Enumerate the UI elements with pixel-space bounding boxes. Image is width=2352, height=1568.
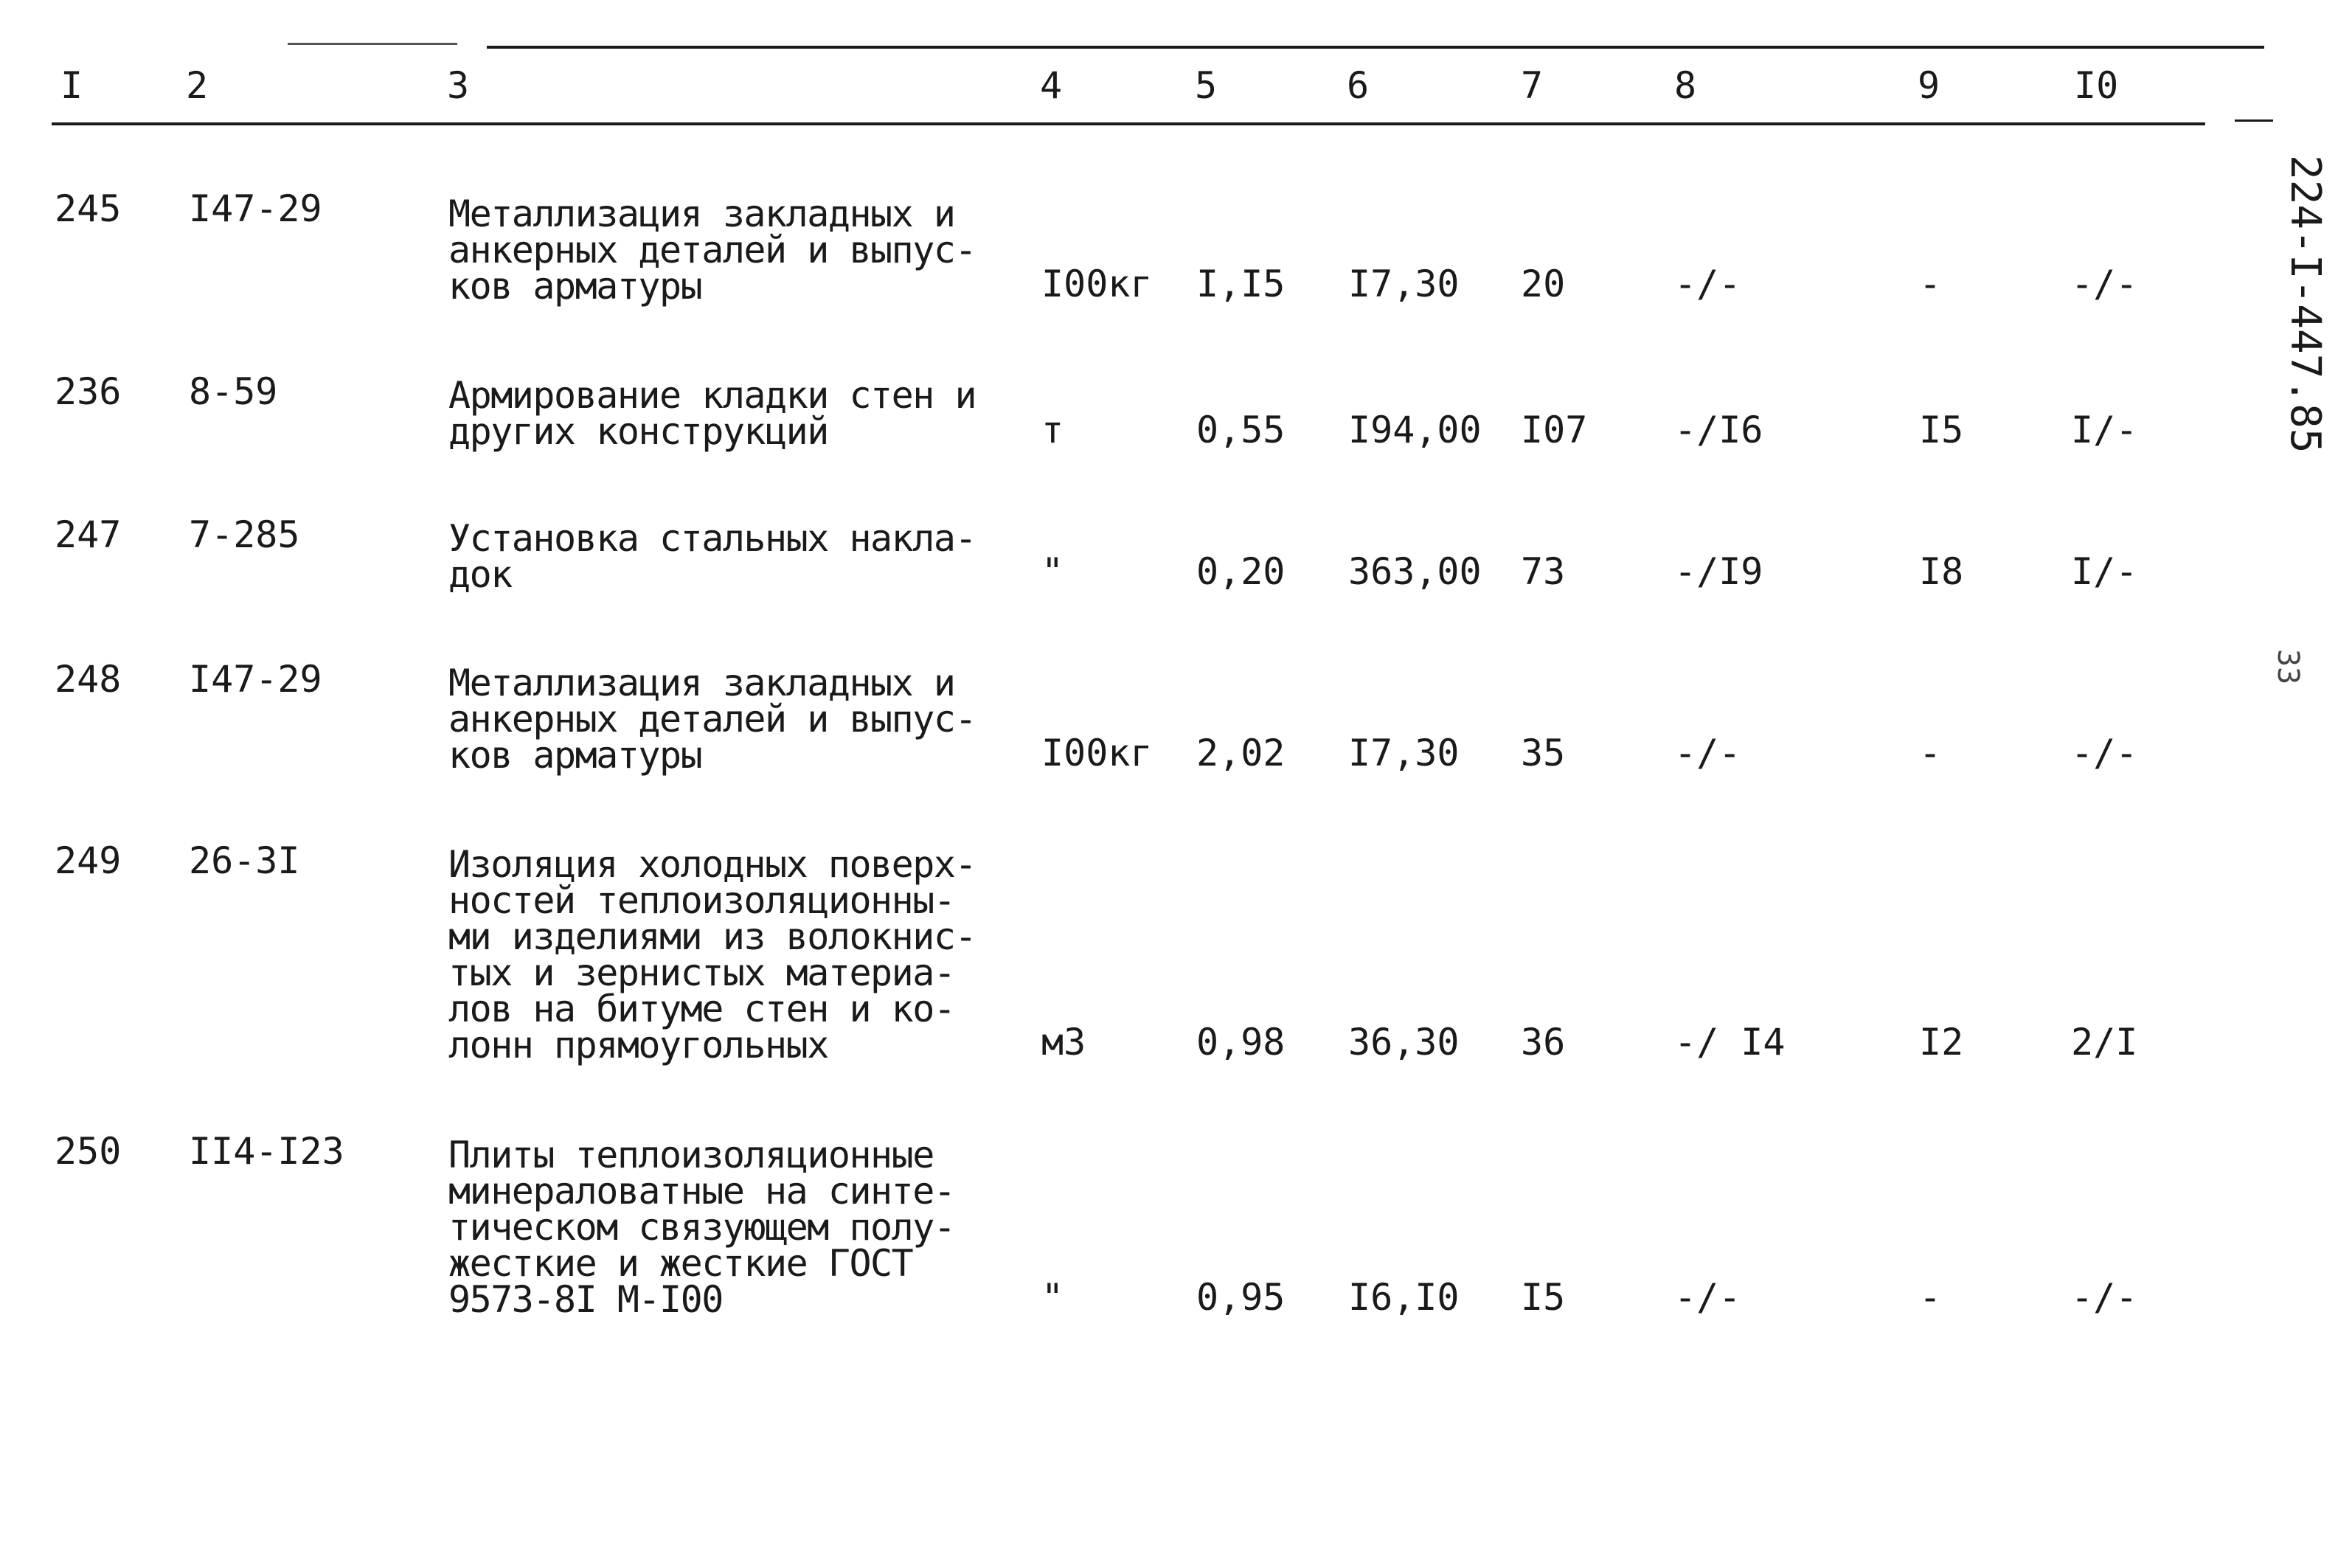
description-line: Металлизация закладных и [448, 662, 955, 704]
top-rule [487, 46, 2264, 49]
quantity-cell: 2,02 [1196, 732, 1286, 774]
col8-cell: -/ I4 [1674, 1021, 1786, 1064]
rate-code: 7-285 [189, 513, 300, 556]
description-line: других конструкций [448, 410, 828, 453]
col-header-8: 8 [1674, 64, 1697, 107]
description-line: жесткие и жесткие ГОСТ [448, 1242, 913, 1285]
work-description [448, 662, 1009, 777]
description-line: тическом связующем полу- [448, 1206, 955, 1249]
total-cell: I07 [1521, 409, 1588, 451]
description-line: Установка стальных накла- [448, 517, 976, 560]
unit-cell: т [1041, 409, 1064, 451]
col10-cell: -/- [2071, 732, 2138, 774]
unit-cell: " [1041, 550, 1064, 593]
col10-cell: I/- [2071, 409, 2138, 451]
description-line: ностей теплоизоляционны- [448, 879, 955, 922]
description-line: Изоляция холодных поверх- [448, 843, 976, 886]
col-header-9: 9 [1918, 64, 1940, 107]
col-header-2: 2 [186, 64, 209, 107]
work-description [448, 843, 1009, 1066]
row-number: 236 [55, 370, 122, 413]
rate-code: I47-29 [189, 187, 322, 230]
col10-cell: I/- [2071, 550, 2138, 593]
rate-code: II4-I23 [189, 1130, 344, 1173]
price-cell: 363,00 [1348, 550, 1482, 593]
row-number: 250 [55, 1130, 122, 1173]
col-header-6: 6 [1347, 64, 1370, 107]
row-number: 245 [55, 187, 122, 230]
quantity-cell: I,I5 [1196, 263, 1286, 305]
work-description [448, 1134, 1009, 1321]
col10-cell: 2/I [2071, 1021, 2138, 1064]
description-line: Армирование кладки стен и [448, 374, 976, 417]
col-header-5: 5 [1195, 64, 1218, 107]
quantity-cell: 0,20 [1196, 550, 1286, 593]
row-number: 249 [55, 839, 122, 882]
col9-cell: I8 [1919, 550, 1964, 593]
description-line: док [448, 553, 512, 596]
total-cell: 73 [1521, 550, 1566, 593]
description-line: тых и зернистых материа- [448, 951, 955, 994]
unit-cell: " [1041, 1276, 1064, 1319]
description-line: Плиты теплоизоляционные [448, 1134, 934, 1176]
work-description [448, 192, 1009, 308]
page-number: 33 [2271, 649, 2305, 685]
col8-cell: -/- [1674, 1276, 1741, 1319]
unit-cell: I00кг [1041, 732, 1153, 774]
description-line: ков арматуры [448, 734, 702, 777]
quantity-cell: 0,95 [1196, 1276, 1286, 1319]
price-cell: I94,00 [1348, 409, 1482, 451]
document-code: 224-I-447.85 [2281, 155, 2329, 454]
work-description [448, 517, 1009, 596]
header-rule [52, 122, 2205, 125]
col9-cell: - [1919, 1276, 1942, 1319]
unit-cell: м3 [1041, 1021, 1086, 1064]
col9-cell: I5 [1919, 409, 1964, 451]
price-cell: I6,I0 [1348, 1276, 1460, 1319]
quantity-cell: 0,55 [1196, 409, 1286, 451]
col8-cell: -/I6 [1674, 409, 1763, 451]
description-line: ми изделиями из волокнис- [448, 915, 976, 958]
description-line: минераловатные на синте- [448, 1170, 955, 1213]
col10-cell: -/- [2071, 263, 2138, 305]
total-cell: I5 [1521, 1276, 1566, 1319]
total-cell: 20 [1521, 263, 1566, 305]
col-header-3: 3 [447, 64, 470, 107]
description-line: лов на битуме стен и ко- [448, 988, 955, 1030]
price-cell: I7,30 [1348, 263, 1460, 305]
description-line: анкерных деталей и выпус- [448, 229, 976, 271]
col-header-4: 4 [1040, 64, 1063, 107]
col-header-1: I [60, 64, 83, 107]
total-cell: 36 [1521, 1021, 1566, 1064]
row-number: 248 [55, 658, 122, 701]
total-cell: 35 [1521, 732, 1566, 774]
description-line: 9573-8I М-I00 [448, 1278, 723, 1321]
col-header-10: I0 [2074, 64, 2119, 107]
col8-cell: -/- [1674, 732, 1741, 774]
description-line: лонн прямоугольных [448, 1024, 828, 1066]
rate-code: I47-29 [189, 658, 322, 701]
col8-cell: -/I9 [1674, 550, 1763, 593]
work-description [448, 374, 1009, 453]
col9-cell: - [1919, 263, 1942, 305]
quantity-cell: 0,98 [1196, 1021, 1286, 1064]
row-number: 247 [55, 513, 122, 556]
rate-code: 8-59 [189, 370, 278, 413]
col9-cell: I2 [1919, 1021, 1964, 1064]
col-header-7: 7 [1521, 64, 1544, 107]
rate-code: 26-3I [189, 839, 300, 882]
col8-cell: -/- [1674, 263, 1741, 305]
col10-cell: -/- [2071, 1276, 2138, 1319]
price-cell: I7,30 [1348, 732, 1460, 774]
col9-cell: - [1919, 732, 1942, 774]
description-line: Металлизация закладных и [448, 192, 955, 235]
price-cell: 36,30 [1348, 1021, 1460, 1064]
description-line: анкерных деталей и выпус- [448, 698, 976, 740]
unit-cell: I00кг [1041, 263, 1153, 305]
description-line: ков арматуры [448, 265, 702, 308]
header-rule-tail [2235, 119, 2273, 122]
top-rule-short [288, 43, 457, 45]
